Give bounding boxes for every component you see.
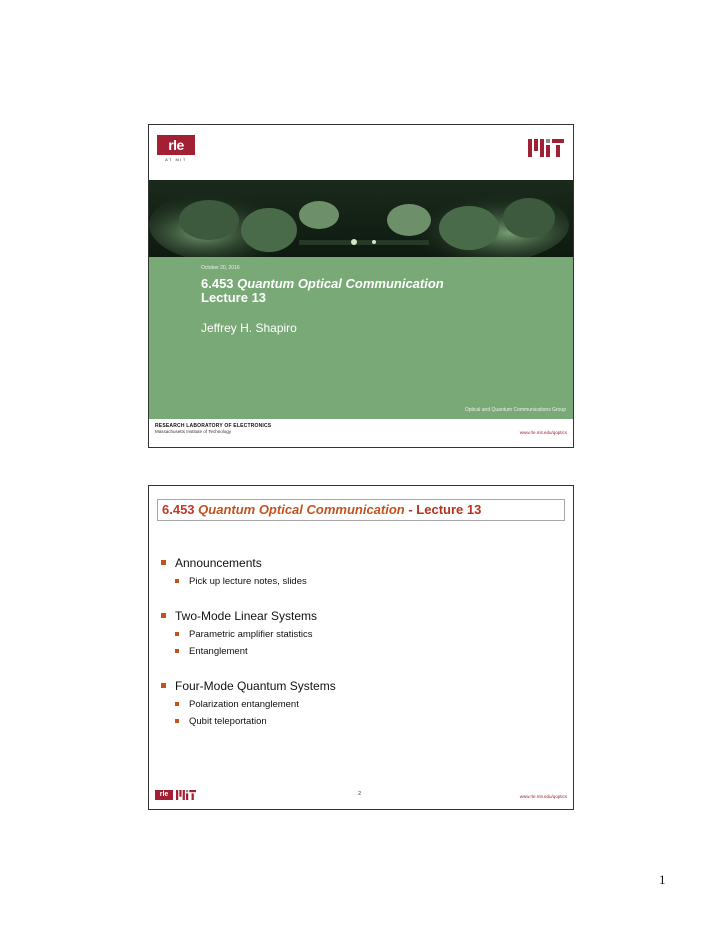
section-item: Entanglement xyxy=(159,646,336,657)
bullet-square-icon xyxy=(175,579,179,583)
title-italic: Quantum Optical Communication xyxy=(198,502,405,517)
title-number: 6.453 xyxy=(162,502,199,517)
rle-logo-text: rle xyxy=(157,135,195,155)
page-number: 1 xyxy=(659,872,666,887)
slide-title xyxy=(201,277,444,305)
bullet-square-icon xyxy=(175,702,179,706)
rle-logo xyxy=(157,135,195,163)
footer-url: www.rle.mit.edu/qoptics xyxy=(519,430,567,435)
title-slide xyxy=(148,124,574,448)
course-title: Quantum Optical Communication xyxy=(237,276,444,291)
bullet-square-icon xyxy=(161,560,166,565)
section-heading: Four-Mode Quantum Systems xyxy=(159,679,336,693)
lecture-date: October 20, 2016 xyxy=(201,265,240,271)
footer-lab-name: RESEARCH LABORATORY OF ELECTRONICS xyxy=(155,423,272,429)
bullet-square-icon xyxy=(175,719,179,723)
section-item: Parametric amplifier statistics xyxy=(159,629,336,640)
bullet-square-icon xyxy=(175,649,179,653)
bullet-square-icon xyxy=(175,632,179,636)
slide-title-box xyxy=(157,499,565,521)
section-heading: Announcements xyxy=(159,556,336,570)
title-panel xyxy=(149,257,573,419)
slide-footer xyxy=(149,419,573,447)
footer-institute: Massachusetts Institute of Technology xyxy=(155,429,231,434)
course-number: 6.453 xyxy=(201,276,238,291)
rle-logo: rle xyxy=(155,790,173,800)
bullet-square-icon xyxy=(161,613,166,618)
outline-slide xyxy=(148,485,574,810)
lecture-number: Lecture 13 xyxy=(201,290,267,305)
section-item: Polarization entanglement xyxy=(159,699,336,710)
footer-url: www.rle.mit.edu/qoptics xyxy=(519,794,567,799)
lab-photo xyxy=(149,180,573,257)
title-tail: - Lecture 13 xyxy=(404,502,482,517)
author: Jeffrey H. Shapiro xyxy=(201,321,297,335)
section-item: Qubit teleportation xyxy=(159,716,336,727)
group-name: Optical and Quantum Communications Group xyxy=(464,407,566,413)
slide-page-number: 2 xyxy=(358,791,362,797)
mit-logo xyxy=(528,139,564,157)
bullet-square-icon xyxy=(161,683,166,688)
slide-title xyxy=(162,502,481,517)
outline-list xyxy=(159,556,336,727)
section-heading: Two-Mode Linear Systems xyxy=(159,609,336,623)
mit-logo xyxy=(176,790,196,800)
section-item: Pick up lecture notes, slides xyxy=(159,576,336,587)
slide-header xyxy=(149,125,573,180)
rle-logo-subtext: AT MIT xyxy=(165,157,187,162)
